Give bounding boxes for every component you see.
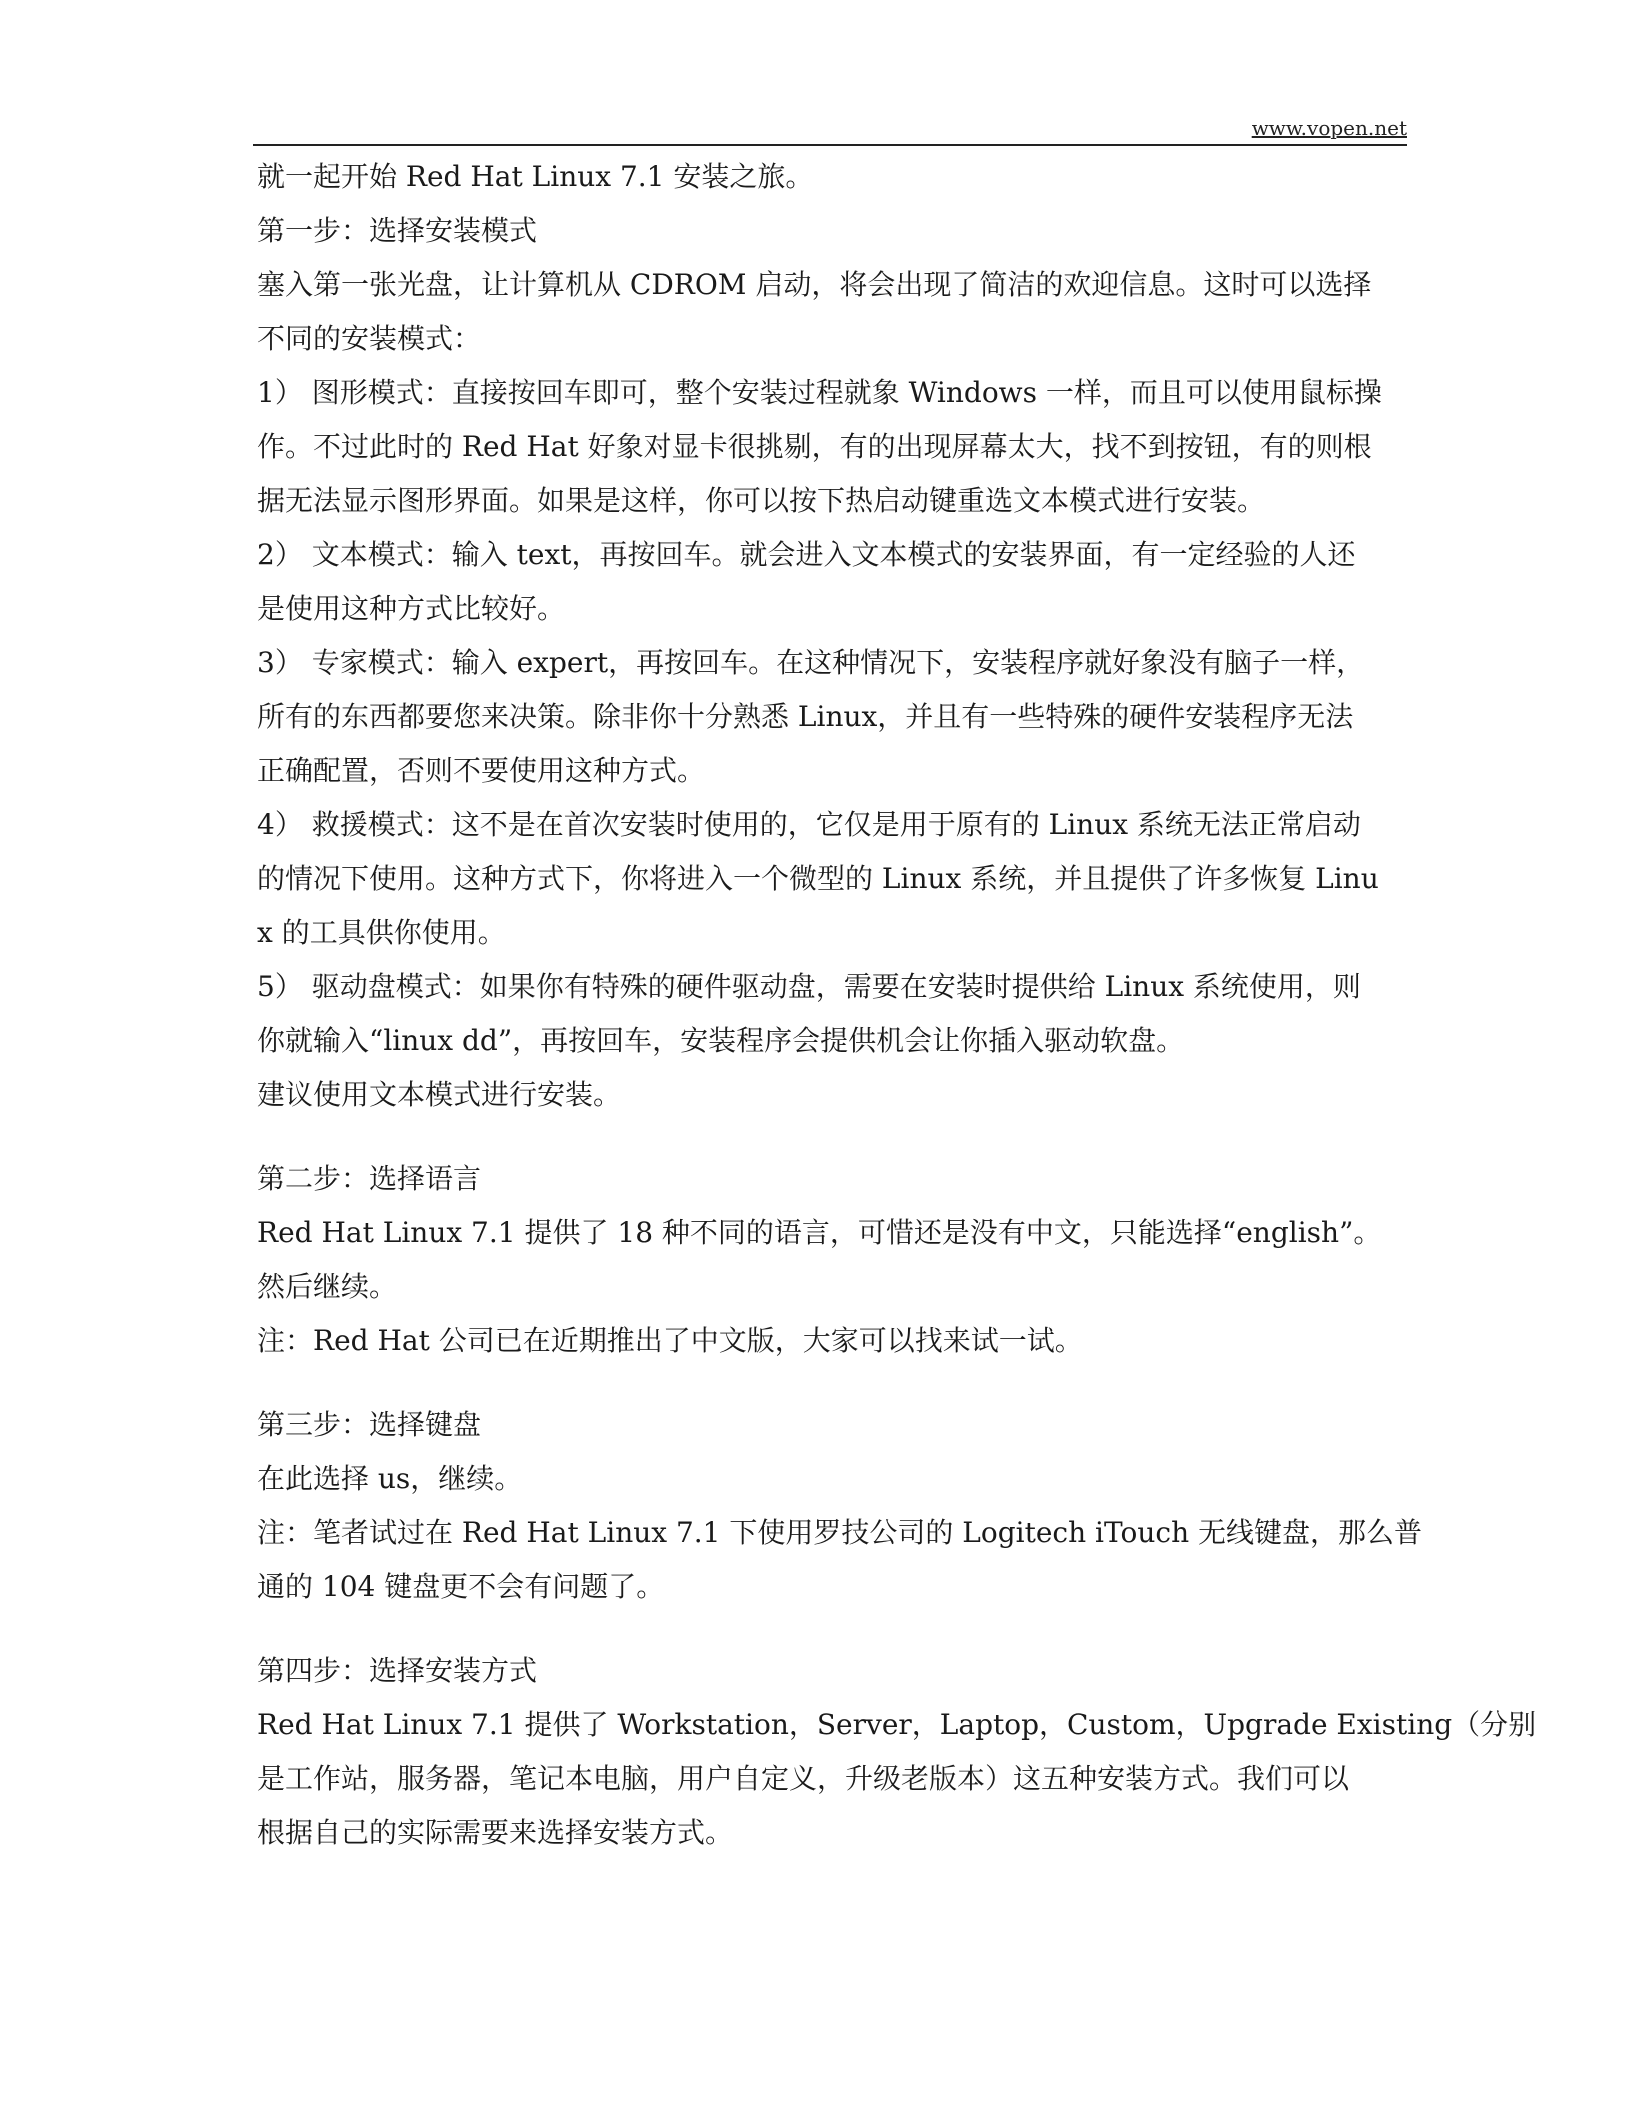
paragraph-gap — [257, 1614, 1407, 1644]
document-body — [257, 150, 1537, 1860]
text-line: x 的工具供你使用。 — [257, 916, 506, 949]
text-line: 不同的安装模式： — [257, 322, 482, 355]
text-line: 1） 图形模式：直接按回车即可，整个安装过程就象 Windows 一样，而且可以使用鼠标操 — [257, 376, 1382, 409]
step-heading: 第三步：选择键盘 — [257, 1408, 482, 1441]
text-line: 塞入第一张光盘，让计算机从 CDROM 启动，将会出现了简洁的欢迎信息。这时可以选择 — [257, 268, 1372, 301]
text-line: 4） 救援模式：这不是在首次安装时使用的，它仅是用于原有的 Linux 系统无法正常启动 — [257, 808, 1361, 841]
text-line: 据无法显示图形界面。如果是这样，你可以按下热启动键重选文本模式进行安装。 — [257, 484, 1266, 517]
text-line: Red Hat Linux 7.1 提供了 18 种不同的语言，可惜还是没有中文，只能选择“english”。 — [257, 1216, 1382, 1249]
text-line: 5） 驱动盘模式：如果你有特殊的硬件驱动盘，需要在安装时提供给 Linux 系统使用，则 — [257, 970, 1361, 1003]
text-line: 的情况下使用。这种方式下，你将进入一个微型的 Linux 系统，并且提供了许多恢复 Linu — [257, 862, 1379, 895]
text-line: 注：Red Hat 公司已在近期推出了中文版，大家可以找来试一试。 — [257, 1324, 1083, 1357]
text-line: 注：笔者试过在 Red Hat Linux 7.1 下使用罗技公司的 Logitech iTouch 无线键盘，那么普 — [257, 1516, 1423, 1549]
text-line: 然后继续。 — [257, 1270, 398, 1303]
text-line: 正确配置，否则不要使用这种方式。 — [257, 754, 706, 787]
text-line: 2） 文本模式：输入 text，再按回车。就会进入文本模式的安装界面，有一定经验的人还 — [257, 538, 1356, 571]
step-heading: 第四步：选择安装方式 — [257, 1654, 538, 1687]
text-line: 就一起开始 Red Hat Linux 7.1 安装之旅。 — [257, 160, 814, 193]
header-url[interactable]: www.vopen.net — [1251, 116, 1407, 140]
paragraph-gap — [257, 1122, 1407, 1152]
text-line: 是工作站，服务器，笔记本电脑，用户自定义，升级老版本）这五种安装方式。我们可以 — [257, 1762, 1350, 1795]
text-line: 根据自己的实际需要来选择安装方式。 — [257, 1816, 734, 1849]
page-header — [253, 112, 1407, 146]
step-heading: 第一步：选择安装模式 — [257, 214, 538, 247]
text-line: 在此选择 us，继续。 — [257, 1462, 523, 1495]
text-line: 3） 专家模式：输入 expert，再按回车。在这种情况下，安装程序就好象没有脑子一样， — [257, 646, 1365, 679]
text-line: 所有的东西都要您来决策。除非你十分熟悉 Linux，并且有一些特殊的硬件安装程序无法 — [257, 700, 1354, 733]
text-line: 是使用这种方式比较好。 — [257, 592, 566, 625]
text-line: 作。不过此时的 Red Hat 好象对显卡很挑剔，有的出现屏幕太大，找不到按钮，有的则根 — [257, 430, 1372, 463]
text-line: 你就输入“linux dd”，再按回车，安装程序会提供机会让你插入驱动软盘。 — [257, 1024, 1185, 1057]
text-line: 通的 104 键盘更不会有问题了。 — [257, 1570, 665, 1603]
paragraph-gap — [257, 1368, 1407, 1398]
text-line: 建议使用文本模式进行安装。 — [257, 1078, 622, 1111]
text-line: Red Hat Linux 7.1 提供了 Workstation，Server，Laptop，Custom，Upgrade Existing（分别 — [257, 1708, 1537, 1741]
step-heading: 第二步：选择语言 — [257, 1162, 482, 1195]
